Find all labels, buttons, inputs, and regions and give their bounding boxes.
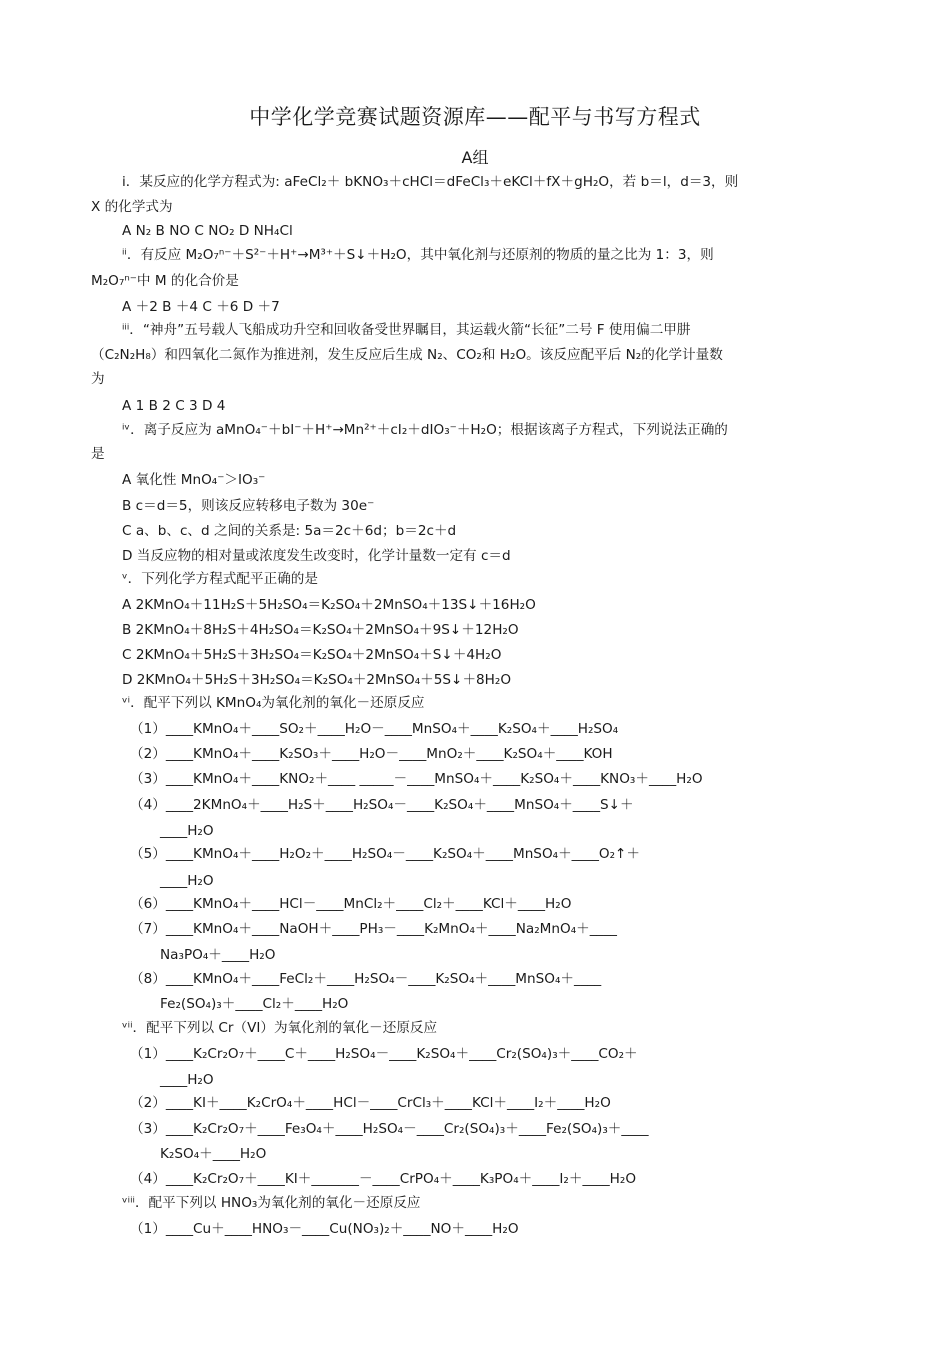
text-line: ᵛⁱⁱⁱ．配平下列以 HNO₃为氧化剂的氧化－还原反应 — [122, 1195, 421, 1211]
text-line: 是 — [91, 446, 105, 462]
text-line: ⁱⁱ．有反应 M₂O₇ⁿ⁻＋S²⁻＋H⁺→M³⁺＋S↓＋H₂O，其中氧化剂与还原剂的物质的量之比为 1：3，则 — [122, 247, 714, 263]
text-line: （4）____2KMnO₄＋____H₂S＋____H₂SO₄－____K₂SO₄＋____MnSO₄＋____S↓＋ — [130, 797, 634, 813]
text-line: （7）____KMnO₄＋____NaOH＋____PH₃－____K₂MnO₄＋____Na₂MnO₄＋____ — [130, 921, 617, 937]
text-line: Na₃PO₄＋____H₂O — [160, 947, 276, 963]
text-line: ᵛⁱⁱ．配平下列以 Cr（VI）为氧化剂的氧化－还原反应 — [122, 1020, 438, 1036]
text-line: A N₂ B NO C NO₂ D NH₄Cl — [122, 223, 293, 239]
text-line: ⁱⁱⁱ．“神舟”五号载人飞船成功升空和回收备受世界瞩目，其运载火箭“长征”二号 F 使用偏二甲肼 — [122, 322, 691, 338]
text-line: A 2KMnO₄＋11H₂S＋5H₂SO₄＝K₂SO₄＋2MnSO₄＋13S↓＋16H₂O — [122, 597, 536, 613]
text-line: ____H₂O — [160, 1072, 214, 1088]
text-line: ____H₂O — [160, 873, 214, 889]
text-line: （8）____KMnO₄＋____FeCl₂＋____H₂SO₄－____K₂SO₄＋____MnSO₄＋____ — [130, 971, 602, 987]
text-line: X 的化学式为 — [91, 199, 173, 215]
text-line: （4）____K₂Cr₂O₇＋____KI＋_______－____CrPO₄＋____K₃PO₄＋____I₂＋____H₂O — [130, 1171, 637, 1187]
text-line: ____H₂O — [160, 823, 214, 839]
text-line: （1）____Cu＋____HNO₃－____Cu(NO₃)₂＋____NO＋____H₂O — [130, 1221, 519, 1237]
text-line: A 1 B 2 C 3 D 4 — [122, 398, 226, 414]
text-line: Fe₂(SO₄)₃＋____Cl₂＋____H₂O — [160, 996, 349, 1012]
text-line: （6）____KMnO₄＋____HCl－____MnCl₂＋____Cl₂＋____KCl＋____H₂O — [130, 896, 572, 912]
text-line: 为 — [91, 371, 105, 387]
text-line: D 当反应物的相对量或浓度发生改变时，化学计量数一定有 c＝d — [122, 548, 511, 564]
text-line: （3）____K₂Cr₂O₇＋____Fe₃O₄＋____H₂SO₄－____Cr₂(SO₄)₃＋____Fe₂(SO₄)₃＋____ — [130, 1121, 649, 1137]
page-title: 中学化学竞赛试题资源库——配平与书写方程式 — [249, 105, 701, 129]
text-line: B c＝d＝5，则该反应转移电子数为 30e⁻ — [122, 498, 375, 514]
text-line: C a、b、c、d 之间的关系是: 5a＝2c＋6d；b＝2c＋d — [122, 523, 457, 539]
text-line: （3）____KMnO₄＋____KNO₂＋____ _____－____MnSO₄＋____K₂SO₄＋____KNO₃＋____H₂O — [130, 771, 703, 787]
text-line: A ＋2 B ＋4 C ＋6 D ＋7 — [122, 299, 280, 315]
text-line: ᵛⁱ．配平下列以 KMnO₄为氧化剂的氧化－还原反应 — [122, 695, 425, 711]
text-line: A 氧化性 MnO₄⁻＞IO₃⁻ — [122, 472, 266, 488]
text-line: B 2KMnO₄＋8H₂S＋4H₂SO₄＝K₂SO₄＋2MnSO₄＋9S↓＋12H₂O — [122, 622, 519, 638]
text-line: i．某反应的化学方程式为: aFeCl₂＋ bKNO₃＋cHCl＝dFeCl₃＋eKCl＋fX＋gH₂O，若 b＝l，d＝3，则 — [122, 174, 739, 190]
text-line: （1）____K₂Cr₂O₇＋____C＋____H₂SO₄－____K₂SO₄＋____Cr₂(SO₄)₃＋____CO₂＋ — [130, 1046, 638, 1062]
text-line: （2）____KMnO₄＋____K₂SO₃＋____H₂O－____MnO₂＋____K₂SO₄＋____KOH — [130, 746, 613, 762]
text-line: D 2KMnO₄＋5H₂S＋3H₂SO₄＝K₂SO₄＋2MnSO₄＋5S↓＋8H₂O — [122, 672, 512, 688]
text-line: C 2KMnO₄＋5H₂S＋3H₂SO₄＝K₂SO₄＋2MnSO₄＋S↓＋4H₂O — [122, 647, 502, 663]
text-line: （1）____KMnO₄＋____SO₂＋____H₂O－____MnSO₄＋____K₂SO₄＋____H₂SO₄ — [130, 721, 619, 737]
section-heading: A组 — [461, 148, 489, 167]
text-line: K₂SO₄＋____H₂O — [160, 1146, 267, 1162]
text-line: （C₂N₂H₈）和四氧化二氮作为推进剂，发生反应后生成 N₂、CO₂和 H₂O。该反应配平后 N₂的化学计量数 — [91, 347, 723, 363]
text-line: ᵛ．下列化学方程式配平正确的是 — [122, 571, 318, 587]
text-line: （2）____KI＋____K₂CrO₄＋____HCl－____CrCl₃＋____KCl＋____I₂＋____H₂O — [130, 1095, 611, 1111]
text-line: （5）____KMnO₄＋____H₂O₂＋____H₂SO₄－____K₂SO₄＋____MnSO₄＋____O₂↑＋ — [130, 846, 641, 862]
text-line: M₂O₇ⁿ⁻中 M 的化合价是 — [91, 273, 239, 289]
text-line: ⁱᵛ．离子反应为 aMnO₄⁻＋bI⁻＋H⁺→Mn²⁺＋cI₂＋dIO₃⁻＋H₂O；根据该离子方程式，下列说法正确的 — [122, 422, 728, 438]
